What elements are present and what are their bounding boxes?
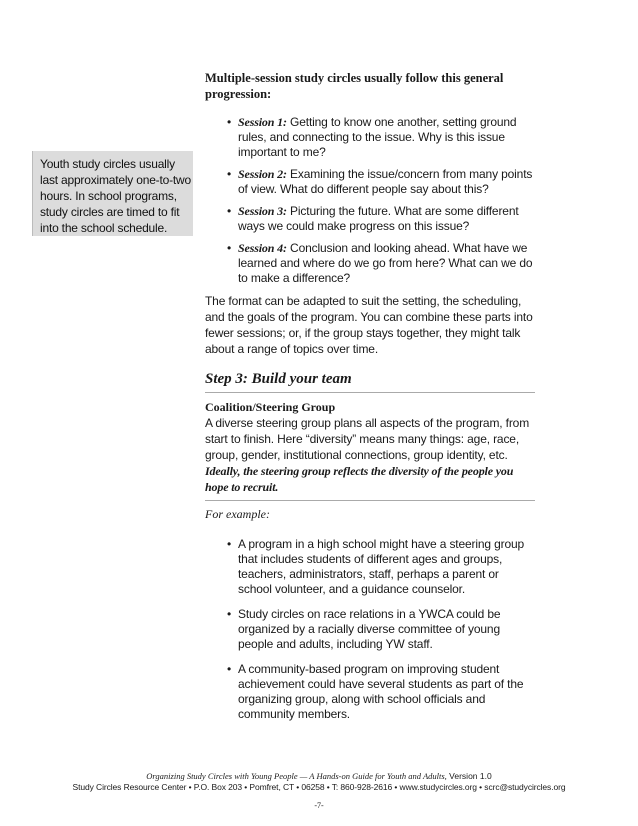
bullet-icon: • <box>227 204 232 218</box>
session-label: Session 3: <box>238 204 287 218</box>
footer-contact: Study Circles Resource Center • P.O. Box 203 • Pomfret, CT • 06258 • T: 860-928-2616 • www.studycircles.org • scrc@studycircles.org <box>72 782 566 792</box>
coalition-paragraph <box>205 415 535 495</box>
footer-version: Version 1.0 <box>449 771 492 781</box>
example-text: Study circles on race relations in a YWCA could be organized by a racially diverse committee of young people and adults, including YW staff. <box>238 607 501 651</box>
footer-title: Organizing Study Circles with Young People — A Hands-on Guide for Youth and Adults, <box>146 771 447 781</box>
example-item <box>205 537 535 597</box>
bullet-icon: • <box>227 537 232 551</box>
session-label: Session 1: <box>238 115 287 129</box>
sidebar-callout-text: Youth study circles usually last approximately one-to-two hours. In school programs, study circles are timed to fit into the school schedule. <box>40 157 191 235</box>
footer-title-line <box>0 771 638 781</box>
bullet-icon: • <box>227 167 232 181</box>
bullet-icon: • <box>227 662 232 676</box>
example-text: A community-based program on improving student achievement could have several students as part of the organizing group, along with school officials and community members. <box>238 662 524 721</box>
session-text: Getting to know one another, setting ground rules, and connecting to the issue. Why is this issue important to me? <box>238 115 517 159</box>
session-label: Session 4: <box>238 241 287 255</box>
session-item <box>205 204 535 234</box>
example-list <box>205 537 535 722</box>
session-item <box>205 115 535 160</box>
step-heading: Step 3: Build your team <box>205 371 352 387</box>
for-example-label: For example: <box>205 507 270 521</box>
example-item <box>205 607 535 652</box>
session-item <box>205 167 535 197</box>
session-list <box>205 115 535 286</box>
coalition-heading: Coalition/Steering Group <box>205 400 336 414</box>
coalition-text: A diverse steering group plans all aspects of the program, from start to finish. Here “diversity” means many things: age, race, group, gender, institutional connections, group identity, etc. <box>205 416 530 462</box>
bullet-icon: • <box>227 241 232 255</box>
session-text: Examining the issue/concern from many points of view. What do different people say about this? <box>238 167 533 196</box>
coalition-emphasis: Ideally, the steering group reflects the diversity of the people you hope to recruit. <box>205 464 514 494</box>
bullet-icon: • <box>227 115 232 129</box>
bullet-icon: • <box>227 607 232 621</box>
session-item <box>205 241 535 286</box>
page-number: -7- <box>314 801 324 810</box>
main-column <box>205 70 535 729</box>
session-label: Session 2: <box>238 167 287 181</box>
session-text: Conclusion and looking ahead. What have we learned and where do we go from here? What can we do to make a difference? <box>238 241 533 285</box>
example-text: A program in a high school might have a steering group that includes students of different ages and groups, teachers, administrators, staff, perhaps a parent or school volunteer, and a guidance counselor. <box>238 537 525 596</box>
section-divider <box>205 392 535 393</box>
format-paragraph: The format can be adapted to suit the setting, the scheduling, and the goals of the program. You can combine these parts into fewer sessions; or, if the group stays together, they might talk about a range of topics over time. <box>205 294 533 356</box>
intro-heading: Multiple-session study circles usually follow this general progression: <box>205 71 504 101</box>
example-divider <box>205 500 535 501</box>
example-item <box>205 662 535 722</box>
session-text: Picturing the future. What are some different ways we could make progress on this issue? <box>238 204 519 233</box>
